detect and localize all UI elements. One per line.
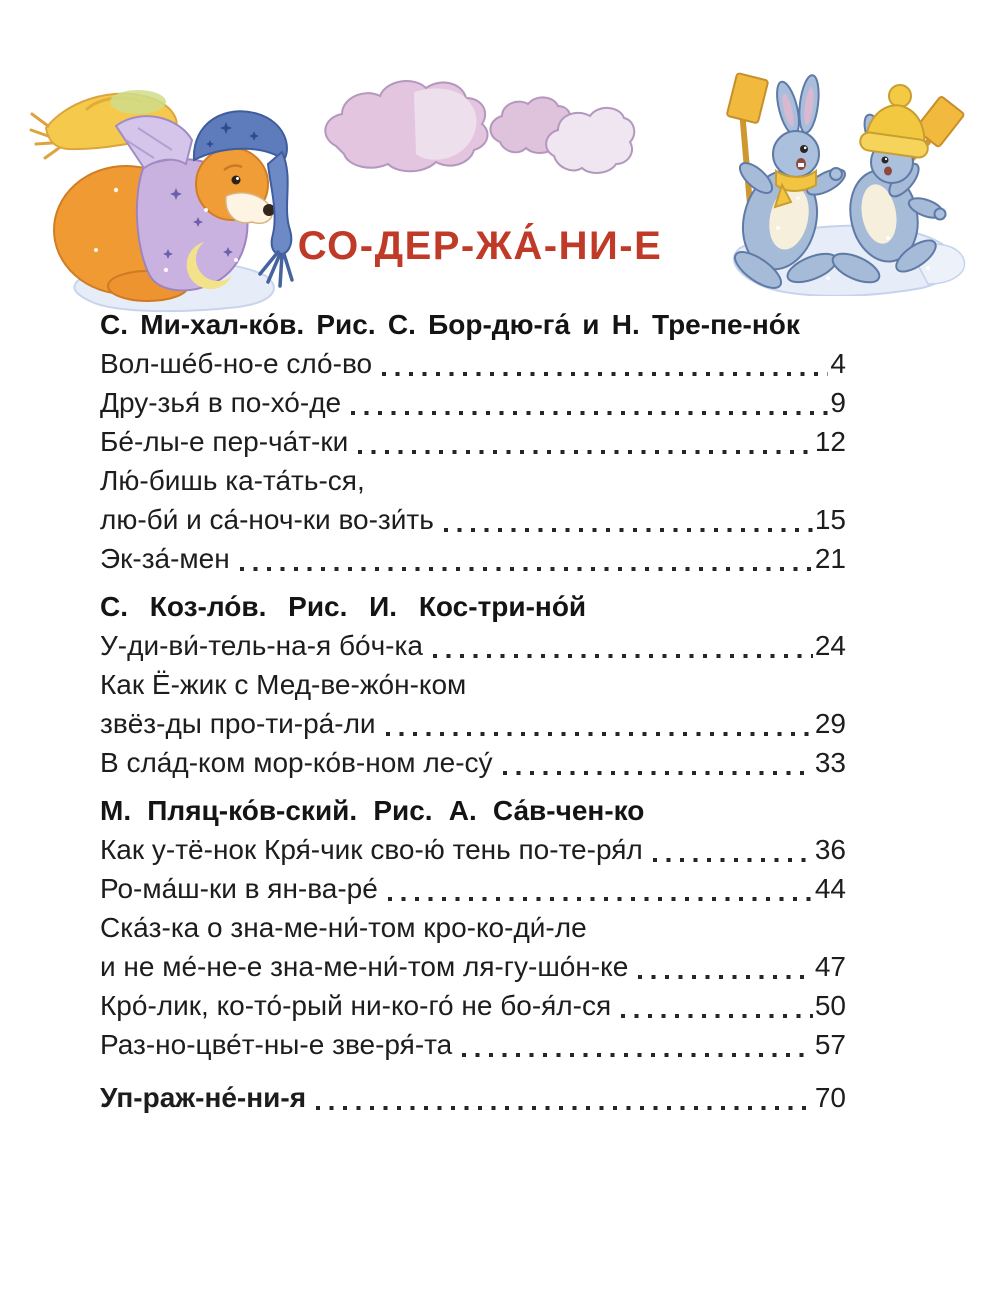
page-number: 9	[830, 387, 846, 418]
toc-entry-title: Дру-зья́ в по-хо́-де	[100, 387, 342, 418]
toc-entry-line	[100, 1025, 846, 1064]
toc-entry-line	[100, 383, 846, 422]
toc-entry-title: лю-би́ и са́-ноч-ки во-зи́ть	[100, 504, 434, 535]
leader-dots	[388, 897, 813, 901]
toc-entry-title: Раз-но-цве́т-ны-е зве-ря́-та	[100, 1029, 453, 1060]
page-number: 47	[814, 951, 846, 982]
toc-entry-line	[100, 947, 846, 986]
page-number: 57	[814, 1029, 846, 1060]
toc-entry-title: и не ме́-не-е зна-ме-ни́-том ля-гу-шо́н-ке	[100, 951, 629, 982]
leader-dots	[433, 654, 813, 658]
page-number: 21	[814, 543, 846, 574]
toc-entry-title: Кро́-лик, ко-то́-рый ни-ко-го́ не бо-я́л-ся	[100, 990, 612, 1021]
toc-entry-title: Вол-ше́б-но-е сло́-во	[100, 348, 373, 379]
leader-dots	[240, 567, 813, 571]
toc-entry-line	[100, 869, 846, 908]
page-number: 4	[830, 348, 846, 379]
sleepy-fox-with-pillow-illustration	[26, 70, 310, 314]
toc-entry-title: Лю́-бишь ка-та́ть-ся,	[100, 465, 365, 496]
hares-with-shovels-illustration	[688, 68, 972, 296]
page-number: 29	[814, 708, 846, 739]
toc-entry-line	[100, 344, 846, 383]
page-number: 44	[814, 873, 846, 904]
toc-entry-line	[100, 986, 846, 1025]
leader-dots	[462, 1053, 813, 1057]
toc-section	[100, 791, 846, 1064]
toc-section	[100, 587, 846, 782]
toc-entry-line	[100, 665, 846, 704]
toc-entry-line	[100, 830, 846, 869]
toc-entry-line	[100, 422, 846, 461]
page-title: СО-ДЕР-ЖА́-НИ-Е	[297, 224, 663, 268]
page-number: 33	[814, 747, 846, 778]
leader-dots	[503, 771, 813, 775]
toc-entry-line	[100, 461, 846, 500]
toc-section-heading: С. Коз-ло́в. Рис. И. Кос-три-но́й	[100, 591, 587, 622]
toc-entry-line	[100, 704, 846, 743]
toc-entry-title: Бе́-лы-е пер-ча́т-ки	[100, 426, 349, 457]
page-number: 70	[814, 1082, 846, 1113]
toc-entry-title: В сла́д-ком мор-ко́в-ном ле-су́	[100, 747, 493, 778]
toc-section	[100, 1078, 846, 1117]
leader-dots	[351, 411, 828, 415]
leader-dots	[382, 372, 828, 376]
leader-dots	[638, 975, 813, 979]
toc-entry-title: Эк-за́-мен	[100, 543, 230, 574]
page-number: 12	[814, 426, 846, 457]
leader-dots	[653, 858, 813, 862]
toc-entry-line	[100, 626, 846, 665]
toc-entry-line	[100, 539, 846, 578]
leader-dots	[386, 732, 813, 736]
toc-entry-title: Уп-раж-не́-ни-я	[100, 1082, 307, 1113]
toc-entry-title: Как у-тё-нок Кря́-чик сво-ю́ тень по-те-ря́л	[100, 834, 643, 865]
toc-entry-title: звёз-ды про-ти-ра́-ли	[100, 708, 376, 739]
page-number: 24	[814, 630, 846, 661]
toc-entry-title: У-ди-ви́-тель-на-я бо́ч-ка	[100, 630, 423, 661]
toc-entry-line	[100, 500, 846, 539]
toc-section-heading: М. Пляц-ко́в-ский. Рис. А. Са́в-чен-ко	[100, 795, 645, 826]
toc-entry-title: Ро-ма́ш-ки в ян-ва-ре́	[100, 873, 378, 904]
page-number: 36	[814, 834, 846, 865]
toc-entry-line	[100, 743, 846, 782]
leader-dots	[621, 1014, 813, 1018]
toc-entry-line	[100, 908, 846, 947]
pink-clouds-illustration	[314, 76, 638, 190]
page-number: 15	[814, 504, 846, 535]
leader-dots	[444, 528, 813, 532]
toc-section	[100, 305, 846, 578]
toc-entry-title: Как Ё-жик с Мед-ве-жо́н-ком	[100, 669, 467, 700]
toc	[100, 305, 846, 1126]
leader-dots	[316, 1106, 813, 1110]
toc-entry-line	[100, 1078, 846, 1117]
page-number: 50	[814, 990, 846, 1021]
toc-entry-title: Ска́з-ка о зна-ме-ни́-том кро-ко-ди́-ле	[100, 912, 587, 943]
toc-section-heading: С. Ми-хал-ко́в. Рис. С. Бор-дю-га́ и Н. Тре-пе-но́к	[100, 309, 800, 340]
leader-dots	[358, 450, 813, 454]
